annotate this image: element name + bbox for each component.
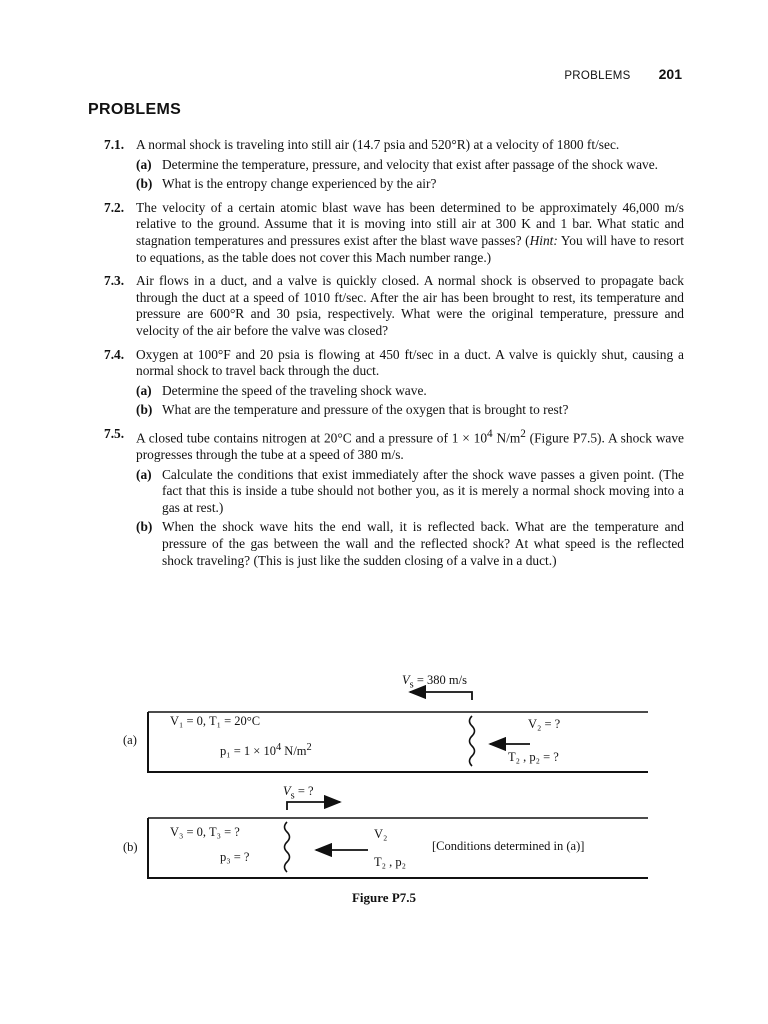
vs-arrow-b: [287, 802, 340, 810]
problem-part: [136, 176, 684, 193]
problem-number: 7.3.: [104, 273, 125, 289]
problem-text-part: The velocity of a certain atomic blast wave has been determined to be approximately 46,000 m/s relative to the ground. Assume that it is moving into still air at 300 K and 1 bar. What static and stagnation temperatures and pressures exist after the blast wave passes? (: [136, 199, 684, 248]
section-title: PROBLEMS: [88, 101, 182, 118]
problem-number: 7.2.: [104, 199, 125, 215]
label-b: (b): [123, 840, 138, 854]
problem-part: [136, 467, 684, 517]
problem-text: Air flows in a duct, and a valve is quickly closed. A normal shock is observed to propagate back through the duct at a speed of 1010 ft/sec. After the air has been brought to rest, its temperature and pressure are 600°R and 30 psia, respectively. What were the original temperature, pressure and velocity of the air before the valve was closed?: [136, 273, 684, 338]
part-label: (a): [136, 156, 152, 172]
part-label: (b): [136, 402, 153, 418]
vs-label-b: [283, 784, 314, 802]
problem-text-part: A closed tube contains nitrogen at 20°C and a pressure of 1 × 10: [136, 430, 488, 446]
hint-label: Hint:: [529, 232, 558, 248]
problem-part: [136, 383, 684, 400]
figure-drawing: [0, 660, 768, 920]
vs-arrow-a: [410, 692, 472, 700]
state3-pressure: p₃ = ?: [220, 850, 250, 864]
problem-text: A normal shock is traveling into still air (14.7 psia and 520°R) at a velocity of 1800 ft/sec.: [136, 137, 620, 152]
running-head: [564, 66, 682, 82]
conditions-note: [Conditions determined in (a)]: [432, 839, 585, 853]
vs-label-a: [402, 673, 467, 691]
state2-velocity: V₂ = ?: [528, 717, 561, 731]
problem-number: 7.4.: [104, 346, 125, 362]
problem-7-4: [88, 347, 684, 419]
state2-temp-pressure-b: T₂ , p₂: [374, 855, 406, 869]
problem-number: 7.1.: [104, 137, 125, 152]
shock-front-a: [470, 716, 475, 766]
problem-text-part: You will have to resort to equations, as the table does not cover this Mach number range.): [136, 232, 684, 265]
state2-temp-pressure: T₂ , p₂ = ?: [508, 750, 559, 764]
superscript: 4: [487, 427, 493, 440]
problem-part: [136, 519, 684, 569]
problem-text-part: (Figure P7.5). A shock wave progresses through the tube at a speed of 380 m/s.: [136, 430, 684, 462]
part-text: When the shock wave hits the end wall, it is reflected back. What are the temperature and pressure of the gas between the wall and the reflected shock? At what speed is the reflected shock traveling? (This is just like the sudden closing of a valve in a duct.): [162, 519, 684, 568]
problem-text-part: N/m: [492, 430, 521, 446]
problem-text: [136, 426, 684, 464]
shock-front-b: [285, 822, 290, 872]
problem-7-5: [88, 426, 684, 569]
part-text: What is the entropy change experienced by the air?: [162, 176, 437, 192]
part-text: Calculate the conditions that exist immediately after the shock wave passes a given point. (The fact that this is inside a tube should not bother you, as it is merely a normal shock moving into a gas at rest.): [162, 466, 684, 515]
state1-pressure: [220, 742, 312, 759]
figure-p7-5: [0, 660, 768, 920]
problem-text: Oxygen at 100°F and 20 psia is flowing at 450 ft/sec in a duct. A valve is quickly shut, causing a normal shock to travel back through the duct.: [136, 346, 684, 379]
superscript: 4: [275, 742, 282, 753]
label-a: (a): [123, 733, 137, 747]
state3-velocity-temp: V₃ = 0, T₃ = ?: [170, 825, 240, 839]
problem-number: 7.5.: [104, 425, 125, 441]
part-text: What are the temperature and pressure of the oxygen that is brought to rest?: [162, 402, 569, 418]
page-number: 201: [658, 66, 682, 82]
problem-7-1: [88, 137, 684, 193]
superscript: 2: [306, 742, 312, 753]
superscript: 2: [520, 427, 526, 440]
pressure-base: p₁ = 1 × 10: [220, 744, 276, 759]
problem-7-3: [88, 273, 684, 339]
state1-velocity-temp: V₁ = 0, T₁ = 20°C: [170, 714, 261, 728]
vs-subscript: s: [290, 790, 295, 802]
part-label: (a): [136, 466, 152, 482]
problem-7-2: [88, 200, 684, 266]
problem-list: [88, 137, 684, 576]
part-text: Determine the temperature, pressure, and velocity that exist after passage of the shock wave.: [162, 156, 659, 172]
vs-symbol: V: [283, 784, 291, 798]
vs-value: = ?: [294, 784, 314, 798]
figure-caption: Figure P7.5: [351, 890, 417, 905]
pressure-unit: N/m: [281, 744, 307, 759]
part-label: (a): [136, 382, 152, 398]
problem-part: [136, 157, 684, 174]
running-head-label: PROBLEMS: [564, 70, 631, 82]
part-label: (b): [136, 519, 153, 535]
part-text: Determine the speed of the traveling shock wave.: [162, 382, 427, 398]
vs-value: = 380 m/s: [413, 673, 467, 687]
problem-text: [136, 200, 684, 266]
vs-subscript: s: [409, 679, 414, 691]
state2-velocity-b: V₂: [374, 827, 388, 841]
vs-symbol: V: [402, 673, 410, 687]
part-label: (b): [136, 176, 153, 192]
problem-part: [136, 402, 684, 419]
